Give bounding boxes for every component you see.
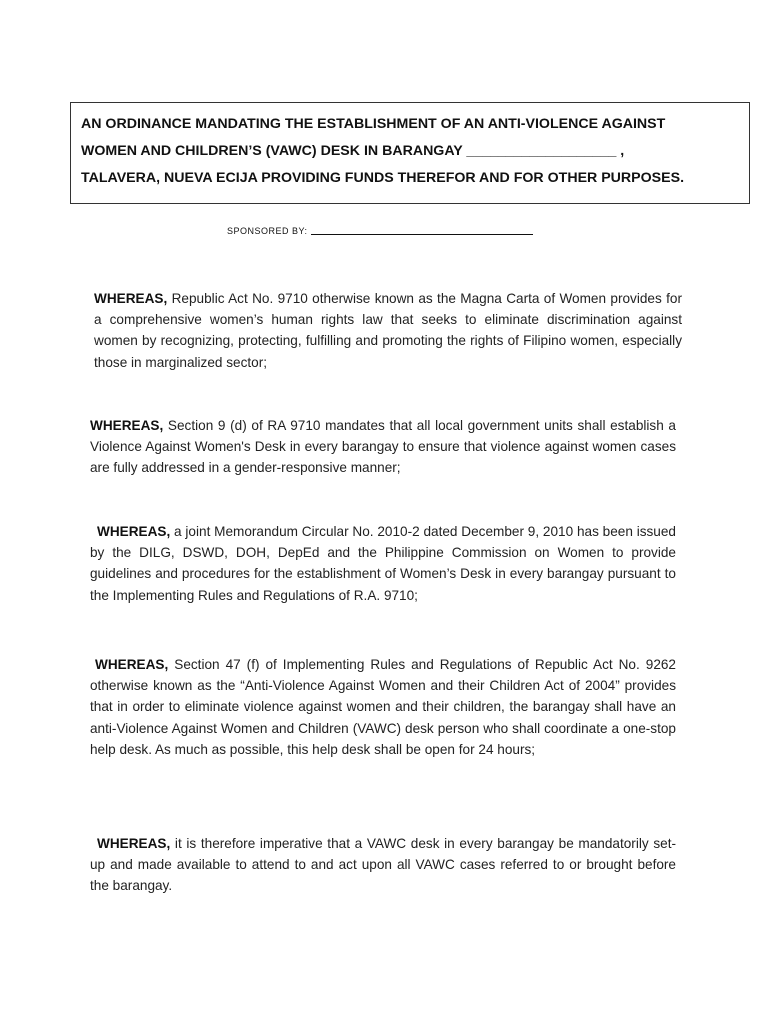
whereas-paragraph-5	[90, 833, 676, 897]
sponsored-by-line	[227, 226, 533, 236]
whereas-paragraph-1	[94, 288, 682, 373]
whereas-text: Republic Act No. 9710 otherwise known as the Magna Carta of Women provides for a comprehensive women’s human rights law that seeks to eliminate discrimination against women by recognizing, protecting, fulfilling and promoting the rights of Filipino women, especially those in marginalized sector;	[94, 291, 682, 370]
title-line-3: TALAVERA, NUEVA ECIJA PROVIDING FUNDS THEREFOR AND FOR OTHER PURPOSES.	[81, 170, 685, 186]
whereas-paragraph-2	[90, 415, 676, 479]
whereas-lead: WHEREAS,	[97, 836, 171, 851]
title-line-2: WOMEN AND CHILDREN’S (VAWC) DESK IN BARANGAY ___________________ ,	[81, 143, 625, 159]
whereas-paragraph-4	[90, 654, 676, 760]
whereas-lead: WHEREAS,	[94, 291, 168, 306]
ordinance-title-box	[70, 102, 750, 204]
whereas-text: Section 9 (d) of RA 9710 mandates that all local government units shall establish a Violence Against Women's Desk in every barangay to ensure that violence against women cases are fully addressed in a gender-responsive manner;	[90, 418, 676, 476]
whereas-lead: WHEREAS,	[97, 524, 171, 539]
whereas-text: it is therefore imperative that a VAWC desk in every barangay be mandatorily set-up and made available to attend to and act upon all VAWC cases referred to or brought before the barangay.	[90, 836, 676, 894]
sponsor-blank-field	[311, 234, 533, 235]
title-line-1: AN ORDINANCE MANDATING THE ESTABLISHMENT OF AN ANTI-VIOLENCE AGAINST	[81, 116, 666, 132]
whereas-text: Section 47 (f) of Implementing Rules and Regulations of Republic Act No. 9262 otherwise known as the “Anti-Violence Against Women and their Children Act of 2004” provides that in order to eliminate violence against women and their children, the barangay shall have an anti-Violence Against Women and Children (VAWC) desk person who shall coordinate a one-stop help desk. As much as possible, this help desk shall be open for 24 hours;	[90, 657, 676, 757]
whereas-lead: WHEREAS,	[95, 657, 169, 672]
sponsored-by-label: SPONSORED BY:	[227, 226, 308, 236]
whereas-lead: WHEREAS,	[90, 418, 164, 433]
whereas-text: a joint Memorandum Circular No. 2010-2 dated December 9, 2010 has been issued by the DILG, DSWD, DOH, DepEd and the Philippine Commission on Women to provide guidelines and procedures for the establishment of Women’s Desk in every barangay pursuant to the Implementing Rules and Regulations of R.A. 9710;	[90, 524, 676, 603]
whereas-paragraph-3	[90, 521, 676, 606]
